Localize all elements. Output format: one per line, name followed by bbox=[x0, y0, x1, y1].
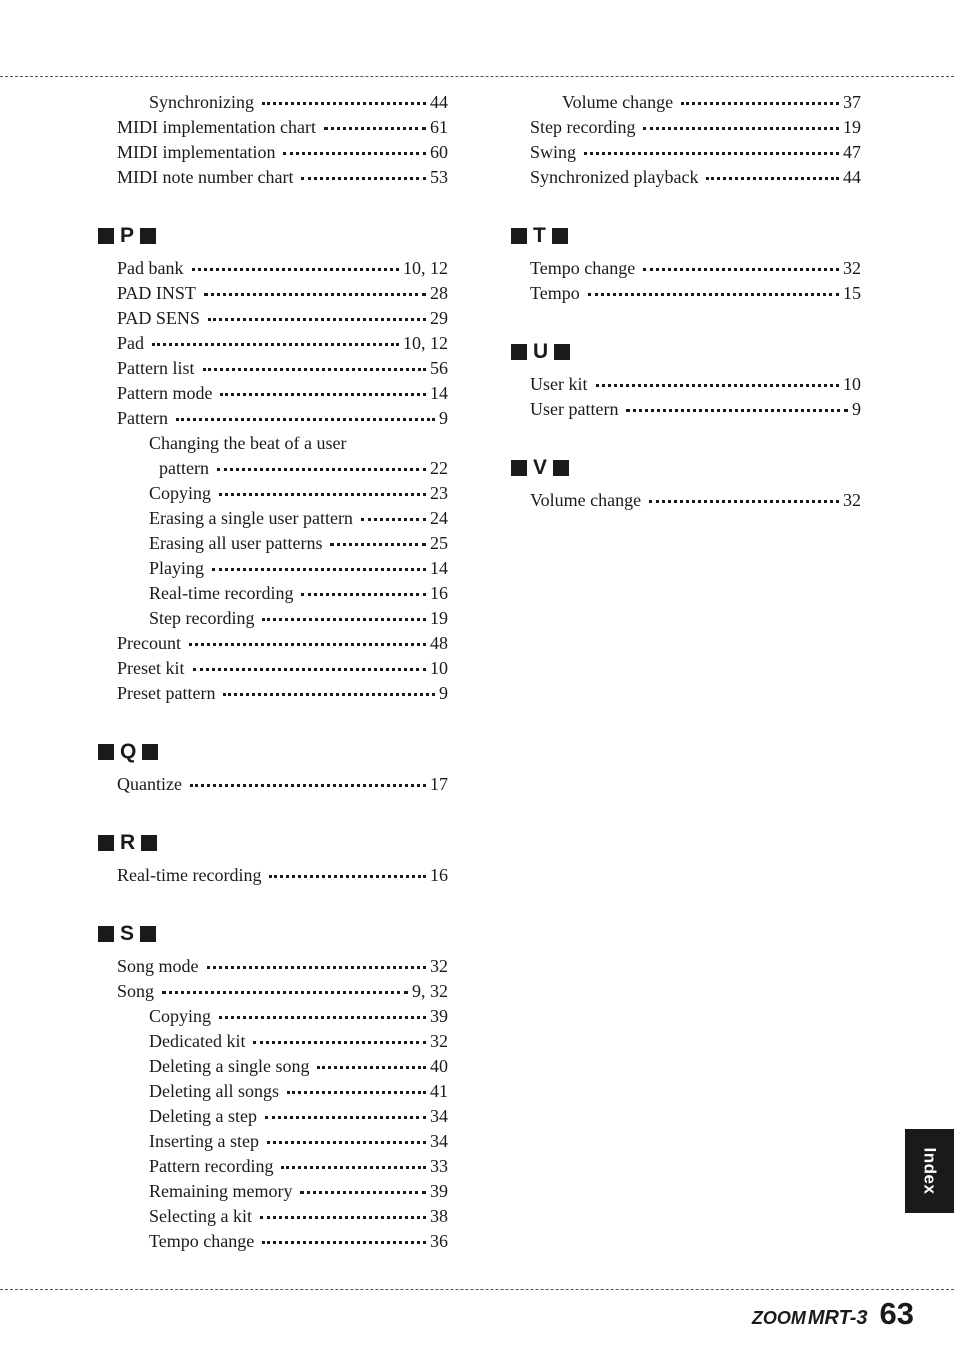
side-tab-label: Index bbox=[920, 1147, 940, 1195]
entry-term: Synchronized playback bbox=[530, 167, 699, 187]
square-bullet-icon bbox=[511, 344, 527, 360]
dot-leader bbox=[203, 368, 427, 371]
index-entry bbox=[98, 1054, 448, 1079]
bottom-dashed-rule bbox=[0, 1289, 954, 1290]
entry-page-ref: 34 bbox=[430, 1106, 448, 1126]
section-letter: P bbox=[120, 224, 135, 247]
index-entry bbox=[511, 140, 861, 165]
top-dashed-rule bbox=[0, 76, 954, 77]
section-letter: S bbox=[120, 922, 135, 945]
dot-leader bbox=[193, 668, 427, 671]
entry-term: Remaining memory bbox=[149, 1181, 293, 1201]
entry-term: Tempo change bbox=[149, 1231, 255, 1251]
index-entry bbox=[98, 1154, 448, 1179]
entry-page-ref: 32 bbox=[843, 258, 861, 278]
entry-term: pattern bbox=[159, 458, 209, 478]
index-entry bbox=[98, 863, 448, 888]
dot-leader bbox=[301, 593, 426, 596]
index-entry bbox=[98, 90, 448, 115]
index-entry bbox=[511, 165, 861, 190]
entry-term: Selecting a kit bbox=[149, 1206, 252, 1226]
dot-leader bbox=[207, 966, 426, 969]
entry-page-ref: 61 bbox=[430, 117, 448, 137]
entry-term: Inserting a step bbox=[149, 1131, 259, 1151]
square-bullet-icon bbox=[511, 228, 527, 244]
entry-term: Copying bbox=[149, 1006, 212, 1026]
dot-leader bbox=[706, 177, 839, 180]
entry-page-ref: 10 bbox=[430, 658, 448, 678]
entry-page-ref: 39 bbox=[430, 1006, 448, 1026]
index-entry bbox=[511, 115, 861, 140]
dot-leader bbox=[281, 1166, 426, 1169]
entry-term: Deleting all songs bbox=[149, 1081, 279, 1101]
entry-page-ref: 39 bbox=[430, 1181, 448, 1201]
entry-term: Step recording bbox=[149, 608, 255, 628]
section-heading bbox=[511, 223, 861, 249]
index-entry bbox=[98, 281, 448, 306]
entry-term: Synchronizing bbox=[149, 92, 254, 112]
entry-term: Preset pattern bbox=[117, 683, 216, 703]
entry-page-ref: 19 bbox=[430, 608, 448, 628]
entry-page-ref: 17 bbox=[430, 774, 448, 794]
dot-leader bbox=[190, 784, 426, 787]
entry-term: Playing bbox=[149, 558, 205, 578]
entry-page-ref: 33 bbox=[430, 1156, 448, 1176]
entry-term: Volume change bbox=[562, 92, 674, 112]
entry-page-ref: 19 bbox=[843, 117, 861, 137]
dot-leader bbox=[217, 468, 426, 471]
dot-leader bbox=[283, 152, 426, 155]
entry-page-ref: 9 bbox=[852, 399, 861, 419]
entry-page-ref: 53 bbox=[430, 167, 448, 187]
dot-leader bbox=[219, 1016, 426, 1019]
entry-term: Pattern bbox=[117, 408, 168, 428]
entry-page-ref: 44 bbox=[430, 92, 448, 112]
dot-leader bbox=[265, 1116, 426, 1119]
index-side-tab bbox=[905, 1129, 954, 1213]
footer-brand: ZOOM bbox=[751, 1308, 806, 1328]
index-entry bbox=[98, 1029, 448, 1054]
index-column-left bbox=[98, 90, 448, 1254]
entry-page-ref: 40 bbox=[430, 1056, 448, 1076]
section-letter: Q bbox=[120, 740, 137, 763]
entry-page-ref: 32 bbox=[430, 956, 448, 976]
entry-page-ref: 56 bbox=[430, 358, 448, 378]
entry-term: PAD INST bbox=[117, 283, 196, 303]
index-entry bbox=[98, 406, 448, 431]
index-entry bbox=[98, 556, 448, 581]
entry-term: Step recording bbox=[530, 117, 636, 137]
entry-page-ref: 10, 12 bbox=[403, 333, 448, 353]
entry-page-ref: 28 bbox=[430, 283, 448, 303]
index-entry bbox=[98, 979, 448, 1004]
index-entry bbox=[98, 1079, 448, 1104]
index-entry bbox=[98, 140, 448, 165]
section-heading bbox=[511, 339, 861, 365]
entry-term: Volume change bbox=[530, 490, 642, 510]
index-entry bbox=[511, 90, 861, 115]
dot-leader bbox=[192, 268, 400, 271]
dot-leader bbox=[643, 127, 839, 130]
entry-page-ref: 10, 12 bbox=[403, 258, 448, 278]
entry-page-ref: 23 bbox=[430, 483, 448, 503]
dot-leader bbox=[626, 409, 848, 412]
dot-leader bbox=[262, 1241, 426, 1244]
dot-leader bbox=[189, 643, 426, 646]
entry-page-ref: 25 bbox=[430, 533, 448, 553]
entry-page-ref: 9 bbox=[439, 408, 448, 428]
square-bullet-icon bbox=[552, 228, 568, 244]
entry-term: Erasing a single user pattern bbox=[149, 508, 353, 528]
section-heading bbox=[98, 921, 448, 947]
dot-leader bbox=[681, 102, 839, 105]
dot-leader bbox=[204, 293, 426, 296]
index-entry bbox=[98, 531, 448, 556]
entry-page-ref: 9 bbox=[439, 683, 448, 703]
dot-leader bbox=[223, 693, 435, 696]
index-entry bbox=[98, 1204, 448, 1229]
entry-page-ref: 24 bbox=[430, 508, 448, 528]
square-bullet-icon bbox=[98, 744, 114, 760]
index-entry bbox=[98, 581, 448, 606]
square-bullet-icon bbox=[98, 228, 114, 244]
index-entry bbox=[98, 356, 448, 381]
entry-page-ref: 34 bbox=[430, 1131, 448, 1151]
square-bullet-icon bbox=[554, 344, 570, 360]
square-bullet-icon bbox=[98, 926, 114, 942]
dot-leader bbox=[330, 543, 426, 546]
entry-page-ref: 16 bbox=[430, 583, 448, 603]
entry-page-ref: 14 bbox=[430, 558, 448, 578]
index-entry bbox=[98, 772, 448, 797]
index-entry bbox=[98, 431, 448, 456]
dot-leader bbox=[253, 1041, 426, 1044]
entry-term: MIDI note number chart bbox=[117, 167, 294, 187]
entry-term: Real-time recording bbox=[117, 865, 262, 885]
dot-leader bbox=[300, 1191, 426, 1194]
dot-leader bbox=[262, 618, 426, 621]
entry-term: MIDI implementation bbox=[117, 142, 276, 162]
entry-term: Deleting a step bbox=[149, 1106, 257, 1126]
dot-leader bbox=[287, 1091, 426, 1094]
index-entry bbox=[511, 488, 861, 513]
entry-term: Swing bbox=[530, 142, 577, 162]
square-bullet-icon bbox=[98, 835, 114, 851]
entry-term: Dedicated kit bbox=[149, 1031, 246, 1051]
dot-leader bbox=[361, 518, 426, 521]
dot-leader bbox=[152, 343, 399, 346]
entry-term: Real-time recording bbox=[149, 583, 294, 603]
dot-leader bbox=[584, 152, 839, 155]
dot-leader bbox=[176, 418, 435, 421]
entry-page-ref: 29 bbox=[430, 308, 448, 328]
page-number: 63 bbox=[879, 1296, 914, 1331]
entry-term: Changing the beat of a user bbox=[149, 433, 347, 453]
entry-term: Pattern recording bbox=[149, 1156, 274, 1176]
section-letter: T bbox=[533, 224, 546, 247]
footer-model: MRT-3 bbox=[807, 1307, 868, 1329]
index-entry bbox=[98, 1129, 448, 1154]
dot-leader bbox=[162, 991, 408, 994]
index-entry bbox=[98, 1179, 448, 1204]
section-heading bbox=[98, 830, 448, 856]
entry-term: PAD SENS bbox=[117, 308, 200, 328]
entry-term: Pattern mode bbox=[117, 383, 213, 403]
entry-page-ref: 32 bbox=[843, 490, 861, 510]
section-heading bbox=[98, 739, 448, 765]
dot-leader bbox=[649, 500, 839, 503]
entry-page-ref: 38 bbox=[430, 1206, 448, 1226]
entry-term: Deleting a single song bbox=[149, 1056, 310, 1076]
index-entry bbox=[98, 115, 448, 140]
entry-term: Precount bbox=[117, 633, 181, 653]
index-entry bbox=[511, 397, 861, 422]
entry-page-ref: 9, 32 bbox=[412, 981, 448, 1001]
index-entry bbox=[98, 1104, 448, 1129]
entry-term: Song mode bbox=[117, 956, 199, 976]
dot-leader bbox=[262, 102, 426, 105]
index-entry bbox=[98, 306, 448, 331]
entry-page-ref: 10 bbox=[843, 374, 861, 394]
index-entry bbox=[98, 656, 448, 681]
entry-term: Erasing all user patterns bbox=[149, 533, 323, 553]
dot-leader bbox=[324, 127, 426, 130]
index-entry bbox=[98, 1004, 448, 1029]
dot-leader bbox=[260, 1216, 426, 1219]
index-entry bbox=[98, 1229, 448, 1254]
square-bullet-icon bbox=[140, 926, 156, 942]
entry-page-ref: 14 bbox=[430, 383, 448, 403]
entry-page-ref: 60 bbox=[430, 142, 448, 162]
index-entry bbox=[511, 372, 861, 397]
index-entry bbox=[98, 681, 448, 706]
entry-term: Quantize bbox=[117, 774, 182, 794]
index-entry bbox=[98, 456, 448, 481]
entry-term: Song bbox=[117, 981, 155, 1001]
entry-page-ref: 37 bbox=[843, 92, 861, 112]
entry-term: Tempo change bbox=[530, 258, 636, 278]
section-letter: V bbox=[533, 456, 548, 479]
entry-term: Pad bank bbox=[117, 258, 184, 278]
index-entry bbox=[98, 381, 448, 406]
entry-term: Copying bbox=[149, 483, 212, 503]
index-entry bbox=[98, 165, 448, 190]
section-letter: R bbox=[120, 831, 136, 854]
square-bullet-icon bbox=[553, 460, 569, 476]
dot-leader bbox=[208, 318, 426, 321]
dot-leader bbox=[269, 875, 426, 878]
square-bullet-icon bbox=[511, 460, 527, 476]
entry-page-ref: 16 bbox=[430, 865, 448, 885]
entry-page-ref: 15 bbox=[843, 283, 861, 303]
dot-leader bbox=[220, 393, 426, 396]
index-column-right bbox=[511, 90, 861, 513]
entry-term: User pattern bbox=[530, 399, 619, 419]
index-entry bbox=[98, 481, 448, 506]
index-entry bbox=[98, 606, 448, 631]
entry-page-ref: 36 bbox=[430, 1231, 448, 1251]
index-entry bbox=[98, 954, 448, 979]
square-bullet-icon bbox=[140, 228, 156, 244]
section-heading bbox=[511, 455, 861, 481]
dot-leader bbox=[219, 493, 426, 496]
entry-term: User kit bbox=[530, 374, 588, 394]
entry-term: MIDI implementation chart bbox=[117, 117, 316, 137]
index-entry bbox=[98, 506, 448, 531]
entry-page-ref: 41 bbox=[430, 1081, 448, 1101]
entry-term: Pad bbox=[117, 333, 144, 353]
dot-leader bbox=[643, 268, 839, 271]
square-bullet-icon bbox=[141, 835, 157, 851]
dot-leader bbox=[212, 568, 426, 571]
entry-term: Tempo bbox=[530, 283, 580, 303]
index-entry bbox=[511, 256, 861, 281]
dot-leader bbox=[588, 293, 839, 296]
index-entry bbox=[98, 631, 448, 656]
dot-leader bbox=[596, 384, 840, 387]
entry-page-ref: 48 bbox=[430, 633, 448, 653]
index-entry bbox=[511, 281, 861, 306]
entry-page-ref: 47 bbox=[843, 142, 861, 162]
dot-leader bbox=[317, 1066, 426, 1069]
dot-leader bbox=[301, 177, 426, 180]
entry-page-ref: 32 bbox=[430, 1031, 448, 1051]
entry-page-ref: 44 bbox=[843, 167, 861, 187]
page-footer bbox=[752, 1296, 914, 1336]
entry-term: Preset kit bbox=[117, 658, 185, 678]
dot-leader bbox=[267, 1141, 426, 1144]
entry-page-ref: 22 bbox=[430, 458, 448, 478]
section-letter: U bbox=[533, 340, 549, 363]
square-bullet-icon bbox=[142, 744, 158, 760]
section-heading bbox=[98, 223, 448, 249]
entry-term: Pattern list bbox=[117, 358, 195, 378]
index-entry bbox=[98, 331, 448, 356]
index-entry bbox=[98, 256, 448, 281]
